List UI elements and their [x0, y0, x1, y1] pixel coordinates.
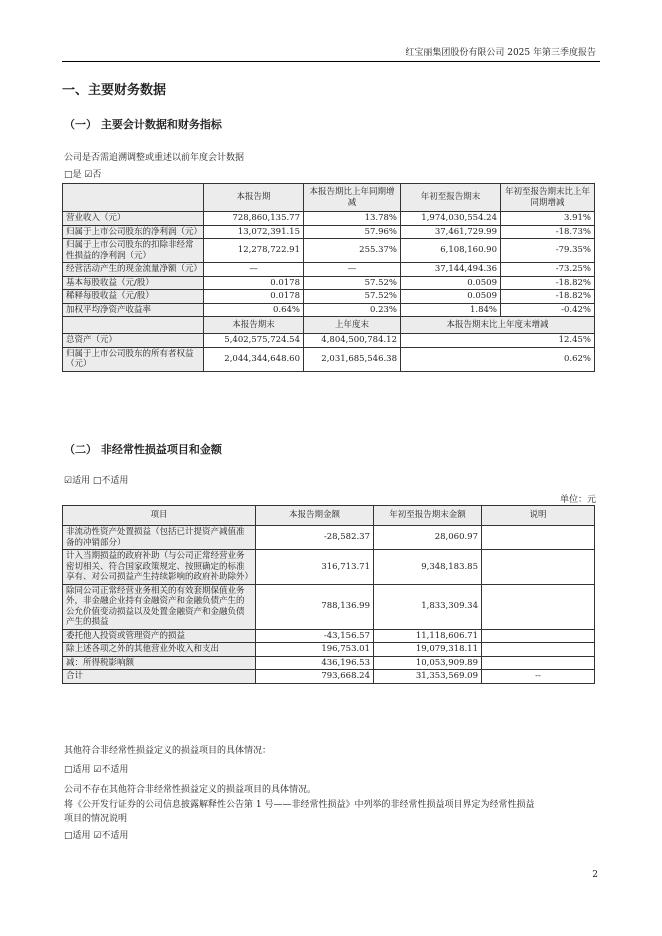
table2-header: 说明: [482, 506, 595, 526]
table2-header: 年初至报告期末金额: [374, 506, 482, 526]
cell: 0.64%: [204, 303, 304, 317]
table1-row: [63, 212, 595, 226]
cell: -79.35%: [501, 239, 595, 263]
table1-header2: 上年度末: [304, 317, 401, 334]
row-label: 计入当期损益的政府补助（与公司正常经营业务密切相关、符合国家政策规定、按照确定的标准享有、对公司损益产生持续影响的政府补助除外）: [63, 550, 256, 585]
restate-question: 公司是否需追溯调整或重述以前年度会计数据: [64, 153, 245, 163]
cell: 57.96%: [304, 225, 401, 239]
cell: 0.0509: [401, 276, 501, 290]
cell: 19,079,318.11: [374, 643, 482, 657]
table1-header: 年初至报告期末: [401, 184, 501, 212]
cell: [482, 584, 595, 629]
cell: 1.84%: [401, 303, 501, 317]
row-label: 委托他人投资或管理资产的损益: [63, 629, 256, 643]
unit-label: 单位：元: [559, 495, 596, 505]
table1-row: [63, 239, 595, 263]
table1-row: [63, 225, 595, 239]
subsection-title-1: （一） 主要会计数据和财务指标: [64, 118, 222, 131]
table1-header: 本报告期: [204, 184, 304, 212]
cell: 12.45%: [401, 334, 595, 348]
cell: 0.62%: [401, 347, 595, 371]
cell: 2,044,344,648.60: [204, 347, 304, 371]
table1-header: 本报告期比上年同期增减: [304, 184, 401, 212]
table1-header2: 本报告期末比上年度末增减: [401, 317, 595, 334]
note-no-other-items: 公司不存在其他符合非经常性损益定义的损益项目的具体情况。: [64, 785, 317, 795]
row-label: 总资产（元）: [63, 334, 204, 348]
cell: 13,072,391.15: [204, 225, 304, 239]
cell: -18.73%: [501, 225, 595, 239]
table2-header: 项目: [63, 506, 256, 526]
cell: 37,461,729.99: [401, 225, 501, 239]
cell: 0.0509: [401, 290, 501, 304]
row-label: 稀释每股收益（元/股）: [63, 290, 204, 304]
table2-row: [63, 629, 595, 643]
table1-header: 年初至报告期末比上年同期增减: [501, 184, 595, 212]
row-label: 加权平均净资产收益率: [63, 303, 204, 317]
table1-row: [63, 303, 595, 317]
cell: 316,713.71: [256, 550, 374, 585]
cell: [482, 526, 595, 550]
cell: -18.82%: [501, 276, 595, 290]
row-label: 合计: [63, 670, 256, 684]
cell: 0.0178: [204, 276, 304, 290]
table2-row: [63, 526, 595, 550]
row-label: 归属于上市公司股东的净利润（元）: [63, 225, 204, 239]
cell: 1,833,309.34: [374, 584, 482, 629]
cell: 436,196.53: [256, 656, 374, 670]
cell: 788,136.99: [256, 584, 374, 629]
restate-choice: □是 ☑否: [64, 170, 102, 180]
cell: 0.23%: [304, 303, 401, 317]
choice-reclassification: □适用 ☑不适用: [64, 831, 129, 841]
cell: 37,144,494.36: [401, 263, 501, 277]
note-other-items: 其他符合非经常性损益定义的损益项目的具体情况：: [64, 746, 272, 756]
cell: -0.42%: [501, 303, 595, 317]
table1-row: [63, 263, 595, 277]
report-header: 红宝丽集团股份有限公司 2025 年第三季度报告: [405, 48, 596, 58]
row-label: 除同公司正常经营业务相关的有效套期保值业务外，非金融企业持有金融资产和金融负债产生的公允价值变动损益以及处置金融资产和金融负债产生的损益: [63, 584, 256, 629]
row-label: 营业收入（元）: [63, 212, 204, 226]
subsection-title-2: （二） 非经常性损益项目和金额: [64, 443, 222, 456]
header-rule: [62, 61, 600, 62]
cell: 10,053,909.89: [374, 656, 482, 670]
cell: [482, 656, 595, 670]
choice-other-items: □适用 ☑不适用: [64, 765, 129, 775]
table1-row2: [63, 334, 595, 348]
table1-row: [63, 276, 595, 290]
table2-total-row: [63, 670, 595, 684]
cell: 196,753.01: [256, 643, 374, 657]
cell: 11,118,606.71: [374, 629, 482, 643]
cell: 28,060.97: [374, 526, 482, 550]
table2-row: [63, 550, 595, 585]
table1-row2: [63, 347, 595, 371]
cell: 13.78%: [304, 212, 401, 226]
cell: 6,108,160.90: [401, 239, 501, 263]
cell: 12,278,722.91: [204, 239, 304, 263]
cell: 1,974,030,554.24: [401, 212, 501, 226]
cell: -18.82%: [501, 290, 595, 304]
section-title: 一、主要财务数据: [62, 83, 167, 98]
cell: 255.37%: [304, 239, 401, 263]
table2-row: [63, 584, 595, 629]
cell: [482, 629, 595, 643]
table2-row: [63, 656, 595, 670]
row-label: 归属于上市公司股东的扣除非经常性损益的净利润（元）: [63, 239, 204, 263]
cell: 5,402,575,724.54: [204, 334, 304, 348]
table2-row: [63, 643, 595, 657]
note-reclassification-line1: 将《公开发行证券的公司信息披露解释性公告第 1 号——非经常性损益》中列举的非经常性损益项目界定为经常性损益: [64, 800, 535, 810]
cell: [482, 550, 595, 585]
cell: 57.52%: [304, 276, 401, 290]
table1-row: [63, 290, 595, 304]
note-reclassification-line2: 项目的情况说明: [64, 814, 128, 824]
cell: -73.25%: [501, 263, 595, 277]
page-number: 2: [592, 870, 598, 880]
cell: —: [204, 263, 304, 277]
cell: 3.91%: [501, 212, 595, 226]
row-label: 除上述各项之外的其他营业外收入和支出: [63, 643, 256, 657]
applicable-choice: ☑适用 □不适用: [64, 476, 129, 486]
table2-header: 本报告期金额: [256, 506, 374, 526]
row-label: 经营活动产生的现金流量净额（元）: [63, 263, 204, 277]
table1-header2: 本报告期末: [204, 317, 304, 334]
cell: -28,582.37: [256, 526, 374, 550]
cell: 57.52%: [304, 290, 401, 304]
cell: 728,860,135.77: [204, 212, 304, 226]
cell: 2,031,685,546.38: [304, 347, 401, 371]
non-recurring-items-table: [62, 505, 595, 684]
row-label: 非流动性资产处置损益（包括已计提资产减值准备的冲销部分）: [63, 526, 256, 550]
cell: 4,804,500,784.12: [304, 334, 401, 348]
cell: 9,348,183.85: [374, 550, 482, 585]
row-label: 归属于上市公司股东的所有者权益（元）: [63, 347, 204, 371]
row-label: 减：所得税影响额: [63, 656, 256, 670]
cell: [482, 643, 595, 657]
financial-indicators-table: [62, 183, 595, 372]
cell: -43,156.57: [256, 629, 374, 643]
cell: —: [304, 263, 401, 277]
cell: 0.0178: [204, 290, 304, 304]
row-label: 基本每股收益（元/股）: [63, 276, 204, 290]
table1-header2-blank: [63, 317, 204, 334]
cell: 793,668.24: [256, 670, 374, 684]
cell: 31,353,569.09: [374, 670, 482, 684]
table1-header-blank: [63, 184, 204, 212]
cell: --: [482, 670, 595, 684]
